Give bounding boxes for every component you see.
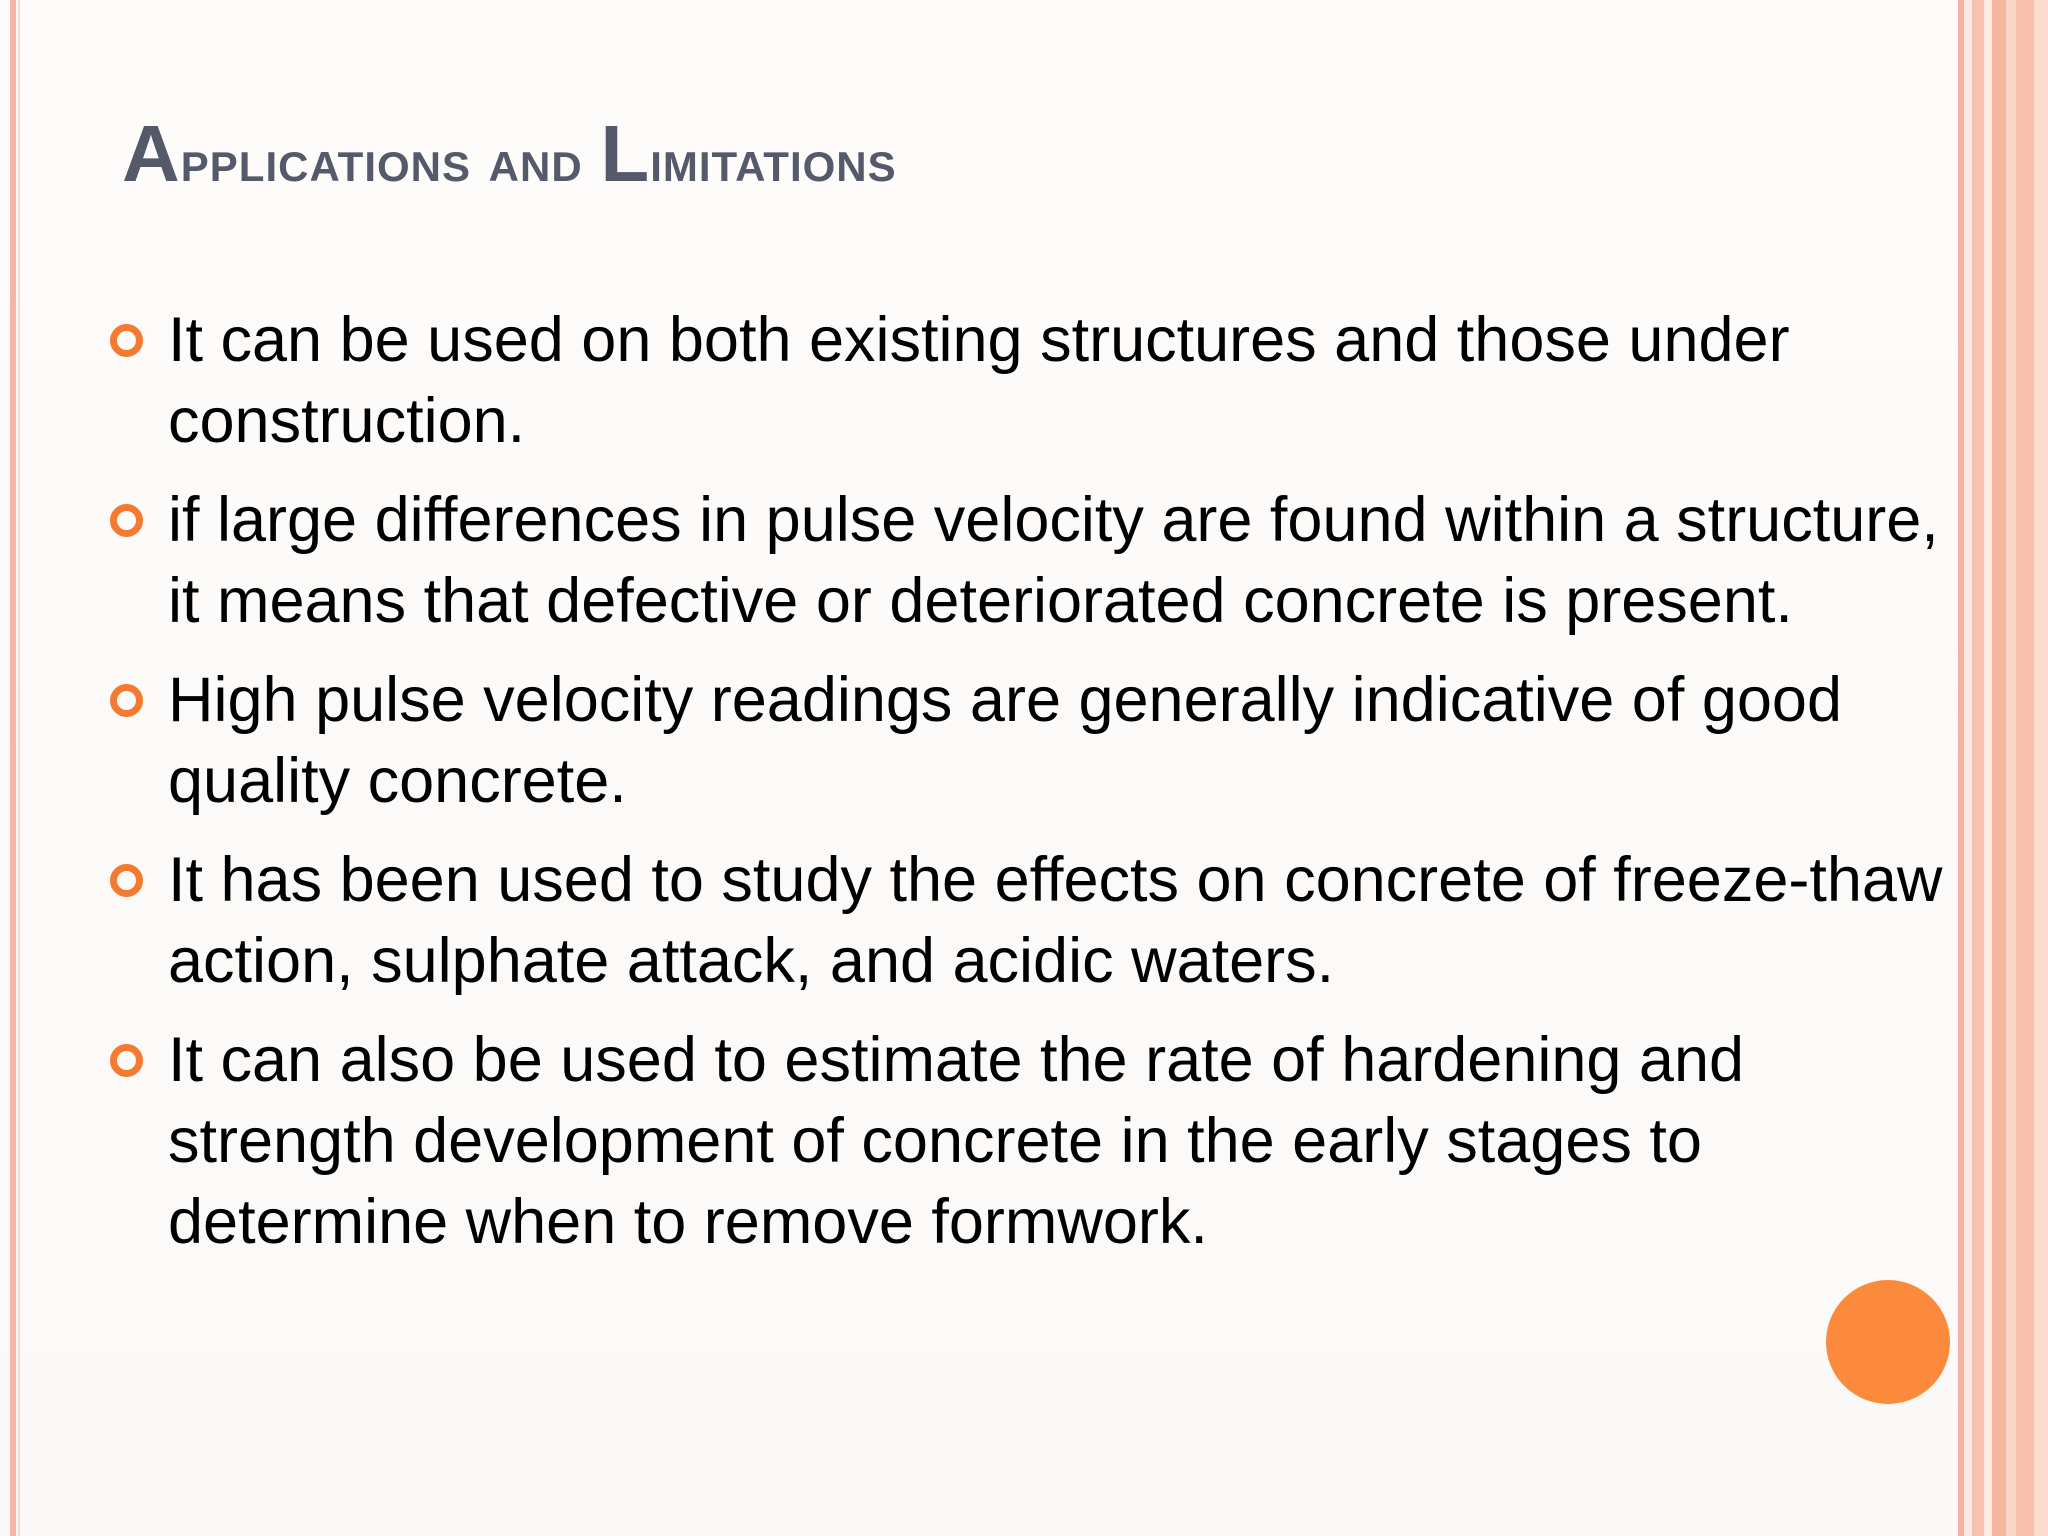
right-stripe: [1964, 0, 1972, 1536]
right-stripe: [2006, 0, 2016, 1536]
right-stripe: [2016, 0, 2034, 1536]
bullet-list: [104, 300, 1944, 1281]
left-border-inner-line: [18, 0, 20, 1536]
left-border-line: [10, 0, 16, 1536]
ring-bullet-icon: [110, 864, 143, 897]
bullet-item: [104, 1020, 1944, 1263]
bullet-text: if large differences in pulse velocity are found within a structure, it means that defective or deteriorated concrete is present.: [168, 485, 1939, 636]
right-stripe: [2034, 0, 2048, 1536]
orange-circle-icon: [1826, 1280, 1950, 1404]
title-initial: A: [122, 109, 181, 198]
right-stripe: [1992, 0, 2006, 1536]
ring-bullet-icon: [110, 324, 143, 357]
title-initial: L: [600, 109, 651, 198]
title-text: pplications and: [180, 127, 601, 194]
ring-bullet-icon: [110, 1044, 143, 1077]
bullet-item: [104, 660, 1944, 822]
title-text: imitations: [650, 127, 897, 194]
ring-bullet-icon: [110, 504, 143, 537]
bullet-item: [104, 840, 1944, 1002]
bullet-text: High pulse velocity readings are generally indicative of good quality concrete.: [168, 665, 1842, 816]
right-stripe: [1984, 0, 1992, 1536]
ring-bullet-icon: [110, 684, 143, 717]
bullet-item: [104, 300, 1944, 462]
bullet-text: It can be used on both existing structures and those under construction.: [168, 305, 1790, 456]
right-stripe: [1972, 0, 1984, 1536]
bullet-item: [104, 480, 1944, 642]
slide-title: [122, 108, 897, 200]
bullet-text: It can also be used to estimate the rate of hardening and strength development of concrete in the early stages to determine when to remove formwork.: [168, 1025, 1745, 1257]
bullet-text: It has been used to study the effects on concrete of freeze-thaw action, sulphate attack, and acidic waters.: [168, 845, 1943, 996]
